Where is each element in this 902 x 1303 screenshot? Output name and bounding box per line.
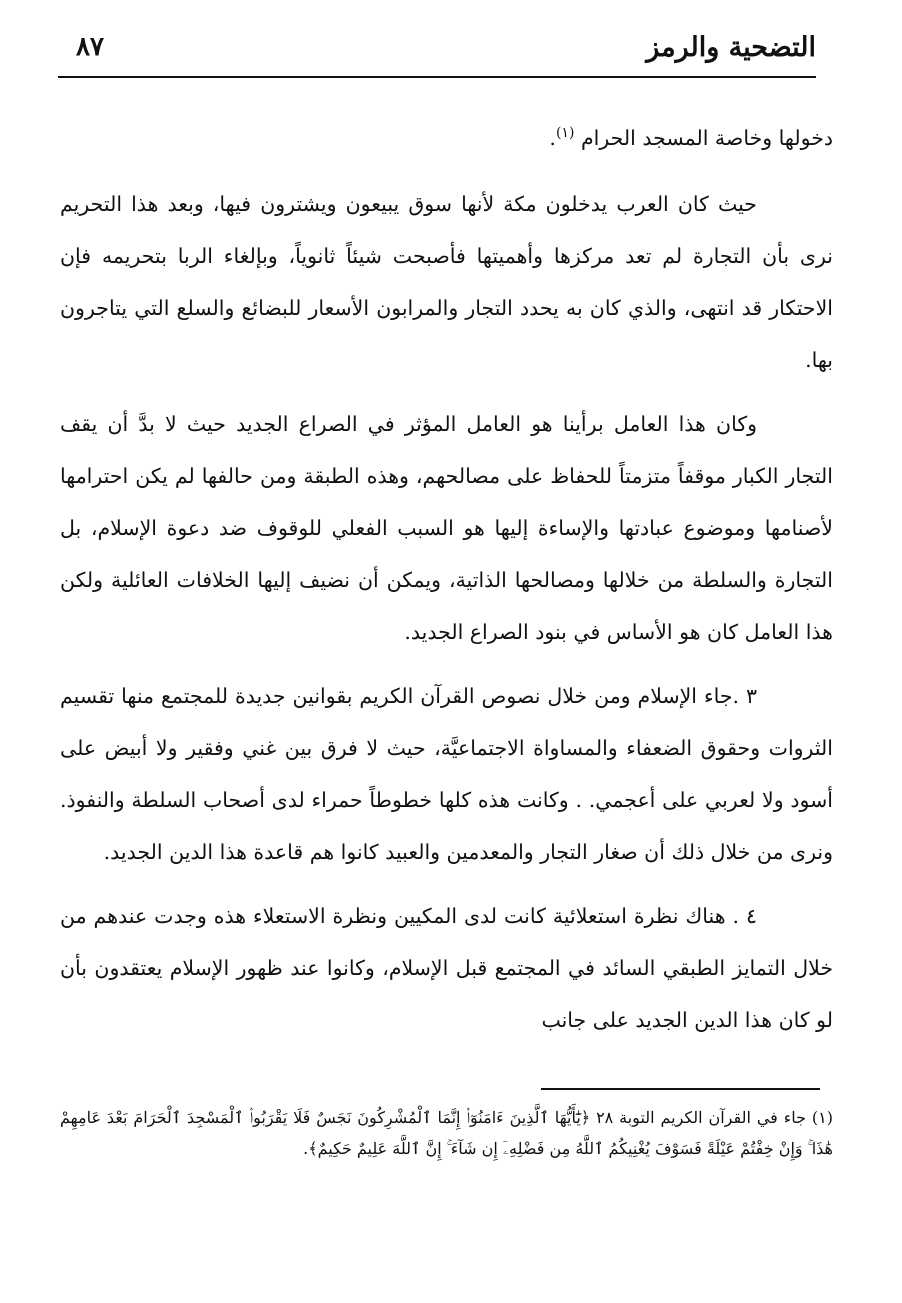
running-header — [58, 30, 816, 74]
footnote-reference: (١) — [555, 125, 575, 142]
main-text — [60, 112, 833, 1058]
numbered-paragraph-3: ٣ .جاء الإسلام ومن خلال نصوص القرآن الكريم بقوانين جديدة للمجتمع منها تقسيم الثروات وحقوق الضعفاء والمساواة الاجتماعيَّة، حيث لا فرق بين غني وفقير ولا أبيض على أسود ولا لعربي على أعجمي. . وكانت هذه كلها خطوطاً حمراء لدى أصحاب السلطة والنفوذ. ونرى من خلال ذلك أن صغار التجار والمعدمين والعبيد كانوا هم قاعدة هذا الدين الجديد. — [60, 684, 833, 864]
header-divider — [58, 76, 816, 78]
paragraph-continuation: دخولها وخاصة المسجد الحرام $^{(١)}$. — [549, 125, 833, 150]
footnote-divider — [541, 1088, 820, 1090]
footnote — [60, 1102, 833, 1164]
paragraph: حيث كان العرب يدخلون مكة لأنها سوق يبيعون ويشترون فيها، وبعد هذا التحريم نرى بأن التجارة لم تعد مركزها وأهميتها فأصبحت شيئاً ثانوياً، وبإلغاء الربا بتحريمه فإن الاحتكار قد انتهى، والذي كان به يحدد التجار والمرابون الأسعار للبضائع والسلع التي يتاجرون بها. — [60, 192, 833, 372]
running-title: التضحية والرمز — [646, 32, 816, 63]
numbered-paragraph-4: ٤ . هناك نظرة استعلائية كانت لدى المكيين ونظرة الاستعلاء هذه وجدت عندهم من خلال التمايز الطبقي السائد في المجتمع قبل الإسلام، وكانوا عند ظهور الإسلام يعتقدون بأن لو كان هذا الدين الجديد على جانب — [60, 904, 833, 1032]
paragraph: وكان هذا العامل برأينا هو العامل المؤثر في الصراع الجديد حيث لا بدَّ أن يقف التجار الكبار موقفاً متزمتاً للحفاظ على مصالحهم، وهذه الطبقة ومن حالفها لم يكن احترامها لأصنامها وموضوع عبادتها والإساءة إليها هو السبب الفعلي للوقوف ضد دعوة الإسلام، بل التجارة والسلطة من خلالها ومصالحها الذاتية، ويمكن أن نضيف إليها الخلافات العائلية ولكن هذا العامل كان هو الأساس في بنود الصراع الجديد. — [60, 412, 833, 644]
page-number: ٨٧ — [76, 32, 104, 62]
paragraph-text: دخولها وخاصة المسجد الحرام — [580, 126, 833, 150]
footnote-text: (١) جاء في القرآن الكريم التوبة ٢٨ ﴿يَٰٓأَيُّهَا ٱلَّذِينَ ءَامَنُوٓا۟ إِنَّمَا ٱلْمُشْرِكُونَ نَجَسٌ فَلَا يَقْرَبُوا۟ ٱلْمَسْجِدَ ٱلْحَرَامَ بَعْدَ عَامِهِمْ هَٰذَا ۚ وَإِنْ خِفْتُمْ عَيْلَةً فَسَوْفَ يُغْنِيكُمُ ٱللَّهُ مِن فَضْلِهِۦٓ إِن شَآءَ ۚ إِنَّ ٱللَّهَ عَلِيمٌ حَكِيمٌ﴾. — [60, 1108, 833, 1158]
